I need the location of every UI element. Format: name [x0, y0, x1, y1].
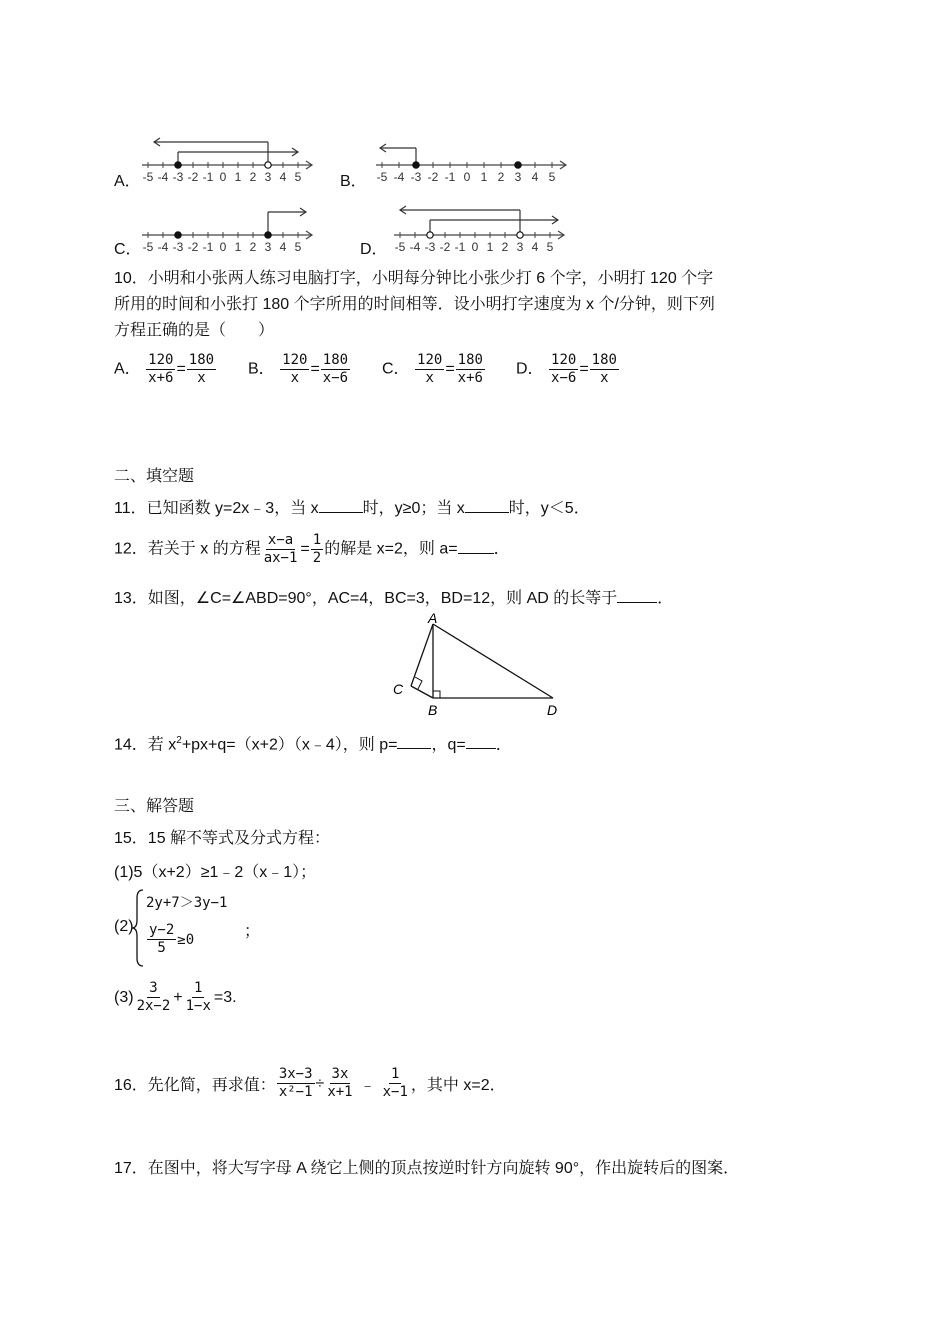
q10-line-3: 方程正确的是（ ）	[114, 322, 275, 339]
q10-option-d	[516, 352, 620, 387]
tick-label: -1	[454, 240, 466, 254]
q13-text-b: ．	[657, 590, 674, 607]
fraction-numerator: x−a	[267, 532, 294, 548]
tick-label: -2	[187, 240, 199, 254]
fraction-denominator: ax−1	[263, 550, 298, 566]
fraction-denominator: x²−1	[278, 1084, 313, 1100]
q15-system-row-2	[146, 922, 194, 957]
fraction-denominator: 1−x	[185, 998, 211, 1014]
tick-label: 1	[486, 240, 494, 254]
tick-label: 4	[279, 170, 287, 184]
q9-option-b-numberline	[366, 130, 581, 185]
q11	[114, 498, 590, 520]
fraction-numerator: 180	[188, 352, 215, 368]
q12	[114, 532, 510, 567]
tick-label: 2	[249, 240, 257, 254]
fraction-denominator: 2x−2	[136, 998, 171, 1014]
tick-label: -1	[202, 170, 214, 184]
q12-blank[interactable]	[458, 539, 494, 554]
tick-label: 5	[294, 240, 302, 254]
fraction-denominator: x	[290, 370, 299, 386]
tick-label: 3	[264, 170, 272, 184]
fraction-numerator: 180	[322, 352, 349, 368]
vertex-label-b: B	[428, 702, 438, 718]
tick-label: -3	[410, 170, 422, 184]
q14-blank-q[interactable]	[466, 734, 496, 749]
q9-option-c-label: C．	[114, 241, 142, 258]
q14-blank-p[interactable]	[397, 734, 431, 749]
tick-label: -1	[444, 170, 456, 184]
q10-line-2: 所用的时间和小张打 180 个字所用的时间相等．设小明打字速度为 x 个/分钟，则下列	[114, 296, 715, 313]
tick-label: 1	[234, 170, 242, 184]
q11-blank-2[interactable]	[465, 498, 509, 513]
vertex-label-a: A	[428, 612, 438, 626]
fraction-numerator: 120	[148, 352, 174, 368]
tick-label: 0	[471, 240, 479, 254]
fraction-numerator: y−2	[149, 922, 175, 938]
q13	[114, 588, 673, 610]
q16	[114, 1066, 506, 1101]
q17: 17．在图中，将大写字母 A 绕它上侧的顶点按逆时针方向旋转 90°，作出旋转后的图案．	[114, 1160, 740, 1177]
q12-text-b: 的解是 x=2，则 a=	[324, 540, 458, 558]
q11-text-a: 11．已知函数 y=2x﹣3，当 x	[114, 500, 319, 517]
tick-label: -3	[172, 170, 184, 184]
fraction-numerator: 3	[149, 980, 158, 996]
q14-text-b: +px+q=（x+2）（x﹣4），则 p=	[181, 736, 398, 754]
tick-label: -5	[142, 240, 154, 254]
tick-label: -2	[187, 170, 199, 184]
fraction-numerator: 180	[591, 352, 617, 368]
q10-option-c-label: C．	[382, 360, 410, 378]
q11-blank-1[interactable]	[319, 498, 363, 513]
fraction-denominator: x−1	[382, 1084, 408, 1100]
q13-triangle-figure	[385, 612, 570, 722]
segment-ad	[433, 624, 553, 698]
tick-label: 0	[219, 170, 227, 184]
left-brace	[131, 888, 145, 968]
q10-option-b-label: B．	[248, 360, 275, 378]
q9-option-c-numberline	[140, 200, 325, 255]
solid-point	[413, 162, 419, 168]
tick-label: 1	[480, 170, 488, 184]
tick-label: -1	[202, 240, 214, 254]
q11-text-b: 时，y≥0；当 x	[362, 500, 465, 517]
tick-label: -2	[427, 170, 439, 184]
open-point	[427, 232, 433, 238]
q15-part-1: (1)5（x+2）≥1﹣2（x﹣1）；	[114, 864, 317, 881]
fraction-numerator: 120	[417, 352, 443, 368]
fraction-numerator: 3x−3	[278, 1066, 313, 1082]
q15-part-3-label: (3)	[114, 988, 134, 1006]
q15-system-row-2-tail: ≥0	[177, 931, 195, 948]
right-angle-mark-b	[433, 691, 440, 698]
q10-option-a-label: A．	[114, 360, 141, 378]
tick-label: 3	[516, 240, 524, 254]
equals-sign: =	[176, 360, 186, 378]
solid-point	[265, 232, 271, 238]
tick-label: 2	[249, 170, 257, 184]
q10-line-1: 10．小明和小张两人练习电脑打字，小明每分钟比小张少打 6 个字，小明打 120 个字	[114, 270, 714, 287]
q16-text-b: ，其中 x=2．	[410, 1077, 506, 1094]
q15-title: 15．15 解不等式及分式方程：	[114, 830, 331, 847]
q9-option-b-label: B．	[340, 173, 367, 190]
q14-exponent: 2	[176, 735, 182, 746]
tick-label: 5	[546, 240, 554, 254]
tick-label: -4	[157, 240, 169, 254]
fraction-numerator: 1	[391, 1066, 400, 1082]
tick-label: 0	[219, 240, 227, 254]
q13-text-a: 13．如图，∠C=∠ABD=90°，AC=4，BC=3，BD=12，则 AD 的长等于	[114, 590, 618, 607]
q9-option-d-numberline	[386, 200, 571, 255]
equals-sign: =	[300, 540, 310, 558]
q14-text-a: 14．若 x	[114, 736, 177, 754]
fraction-numerator: 1	[194, 980, 203, 996]
right-angle-mark-c	[415, 677, 422, 689]
q15-part-3	[114, 980, 237, 1015]
q9-option-a-label: A．	[114, 173, 141, 190]
segment-cb	[411, 686, 433, 698]
solid-point	[175, 162, 181, 168]
fraction-numerator: 3x	[331, 1066, 349, 1082]
tick-label: -5	[142, 170, 154, 184]
equals-sign: =	[310, 360, 320, 378]
fraction-numerator: 120	[551, 352, 577, 368]
q16-text-a: 16．先化简，再求值：	[114, 1077, 276, 1094]
tick-label: 5	[294, 170, 302, 184]
divide-sign: ÷	[315, 1074, 325, 1092]
tick-label: -4	[409, 240, 421, 254]
q15-part-3-end: =3.	[213, 988, 237, 1006]
q14-text-c: ，q=	[431, 736, 466, 754]
q10-option-d-label: D．	[516, 360, 544, 378]
fraction-denominator: x−6	[322, 370, 349, 386]
open-point	[265, 162, 271, 168]
q10-option-a	[114, 352, 217, 387]
tick-label: -5	[376, 170, 388, 184]
q12-text-a: 12．若关于 x 的方程	[114, 540, 261, 558]
fraction-denominator: x+6	[148, 370, 174, 386]
fraction-denominator: x+6	[457, 370, 483, 386]
fraction-denominator: x−6	[551, 370, 577, 386]
fraction-numerator: 1	[312, 532, 322, 548]
section-heading-solve: 三、解答题	[114, 798, 195, 815]
tick-label: -3	[424, 240, 436, 254]
q15-part-2-end: ；	[244, 923, 261, 940]
open-point	[517, 232, 523, 238]
q14-text-d: ．	[495, 736, 512, 754]
tick-label: -4	[393, 170, 405, 184]
q9-option-a-numberline	[140, 130, 315, 185]
tick-label: 2	[497, 170, 505, 184]
q13-blank[interactable]	[617, 588, 657, 603]
fraction-numerator: 180	[457, 352, 483, 368]
tick-label: 4	[531, 240, 539, 254]
tick-label: -2	[439, 240, 451, 254]
q15-system-row-1: 2y+7＞3y−1	[146, 895, 228, 911]
q15-part-2-label: (2)	[114, 918, 134, 935]
plus-sign: +	[173, 988, 183, 1006]
tick-label: -3	[172, 240, 184, 254]
tick-label: 4	[279, 240, 287, 254]
tick-label: 5	[548, 170, 556, 184]
q12-text-c: ．	[493, 540, 510, 558]
tick-label: 3	[264, 240, 272, 254]
q10-option-b	[248, 352, 351, 387]
fraction-denominator: x	[600, 370, 609, 386]
section-heading-fill-in: 二、填空题	[114, 468, 195, 485]
segment-ac	[411, 624, 433, 686]
equals-sign: =	[445, 360, 455, 378]
solid-point	[175, 232, 181, 238]
vertex-label-c: C	[393, 681, 404, 697]
tick-label: 2	[501, 240, 509, 254]
q10-option-c	[382, 352, 486, 387]
fraction-denominator: x	[425, 370, 434, 386]
fraction-denominator: 5	[157, 940, 166, 956]
minus-sign: ﹣	[359, 1077, 376, 1094]
q11-text-c: 时，y＜5．	[508, 500, 590, 517]
vertex-label-d: D	[547, 702, 558, 718]
fraction-denominator: x	[197, 370, 206, 386]
tick-label: -4	[157, 170, 169, 184]
tick-label: 1	[234, 240, 242, 254]
tick-label: 4	[531, 170, 539, 184]
q14	[114, 730, 512, 756]
solid-point	[515, 162, 521, 168]
fraction-numerator: 120	[282, 352, 308, 368]
tick-label: 0	[463, 170, 471, 184]
q9-option-d-label: D．	[360, 241, 388, 258]
tick-label: -5	[394, 240, 406, 254]
tick-label: 3	[514, 170, 522, 184]
fraction-denominator: 2	[312, 550, 322, 566]
equals-sign: =	[579, 360, 589, 378]
fraction-denominator: x+1	[327, 1084, 353, 1100]
